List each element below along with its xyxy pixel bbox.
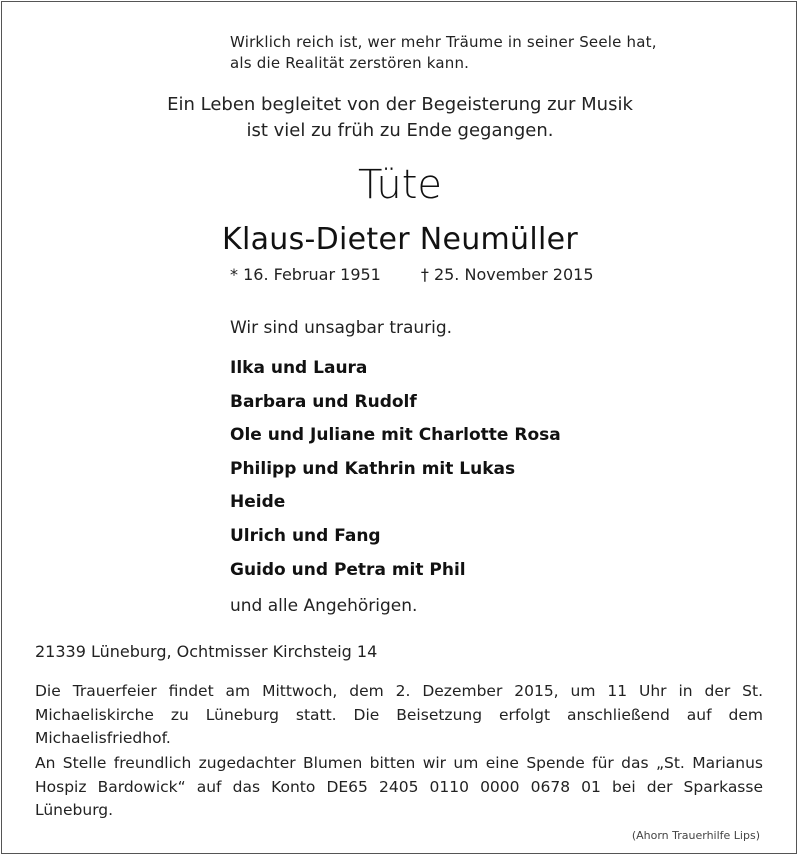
mourner-name: Guido und Petra mit Phil	[230, 559, 466, 580]
quote-line-2: als die Realität zerstören kann.	[230, 54, 470, 72]
mourner-name: Ole und Juliane mit Charlotte Rosa	[230, 425, 561, 446]
relatives-line: und alle Angehörigen.	[230, 596, 418, 616]
deceased-full-name: Klaus-Dieter Neumüller	[221, 222, 579, 257]
deceased-nickname: Tüte	[357, 162, 442, 208]
funeral-information: Die Trauerfeier findet am Mittwoch, dem 2. Dezember 2015, um 11 Uhr in der St. Michaeliskirche zu Lüneburg statt. Die Beisetzung erfolgt anschließend auf dem Michaelisfriedhof.	[35, 682, 763, 747]
mourner-name: Barbara und Rudolf	[230, 391, 417, 412]
mourner-name: Ilka und Laura	[230, 358, 368, 378]
death-date: † 25. November 2015	[420, 265, 594, 284]
mourner-name: Philipp und Kathrin mit Lukas	[230, 458, 516, 479]
family-address: 21339 Lüneburg, Ochtmisser Kirchsteig 14	[35, 642, 378, 661]
donation-information: An Stelle freundlich zugedachter Blumen bitten wir um eine Spende für das „St. Marianus Hospiz Bardowick“ auf das Konto DE65 2405 0110 0000 0678 01 bei der Sparkasse Lüneburg.	[35, 754, 763, 819]
mourner-name: Heide	[230, 492, 286, 513]
life-dates	[230, 265, 634, 284]
funeral-home-credit: (Ahorn Trauerhilfe Lips)	[631, 829, 760, 842]
intro-line-1: Ein Leben begleitet von der Begeisterung zur Musik	[167, 94, 633, 115]
mourning-statement: Wir sind unsagbar traurig.	[230, 318, 453, 338]
quote-line-1: Wirklich reich ist, wer mehr Träume in seiner Seele hat,	[230, 33, 657, 51]
intro-line-2: ist viel zu früh zu Ende gegangen.	[246, 120, 554, 141]
mourners-list	[230, 352, 561, 587]
mourner-name: Ulrich und Fang	[230, 525, 381, 546]
birth-date: * 16. Februar 1951	[230, 265, 381, 284]
